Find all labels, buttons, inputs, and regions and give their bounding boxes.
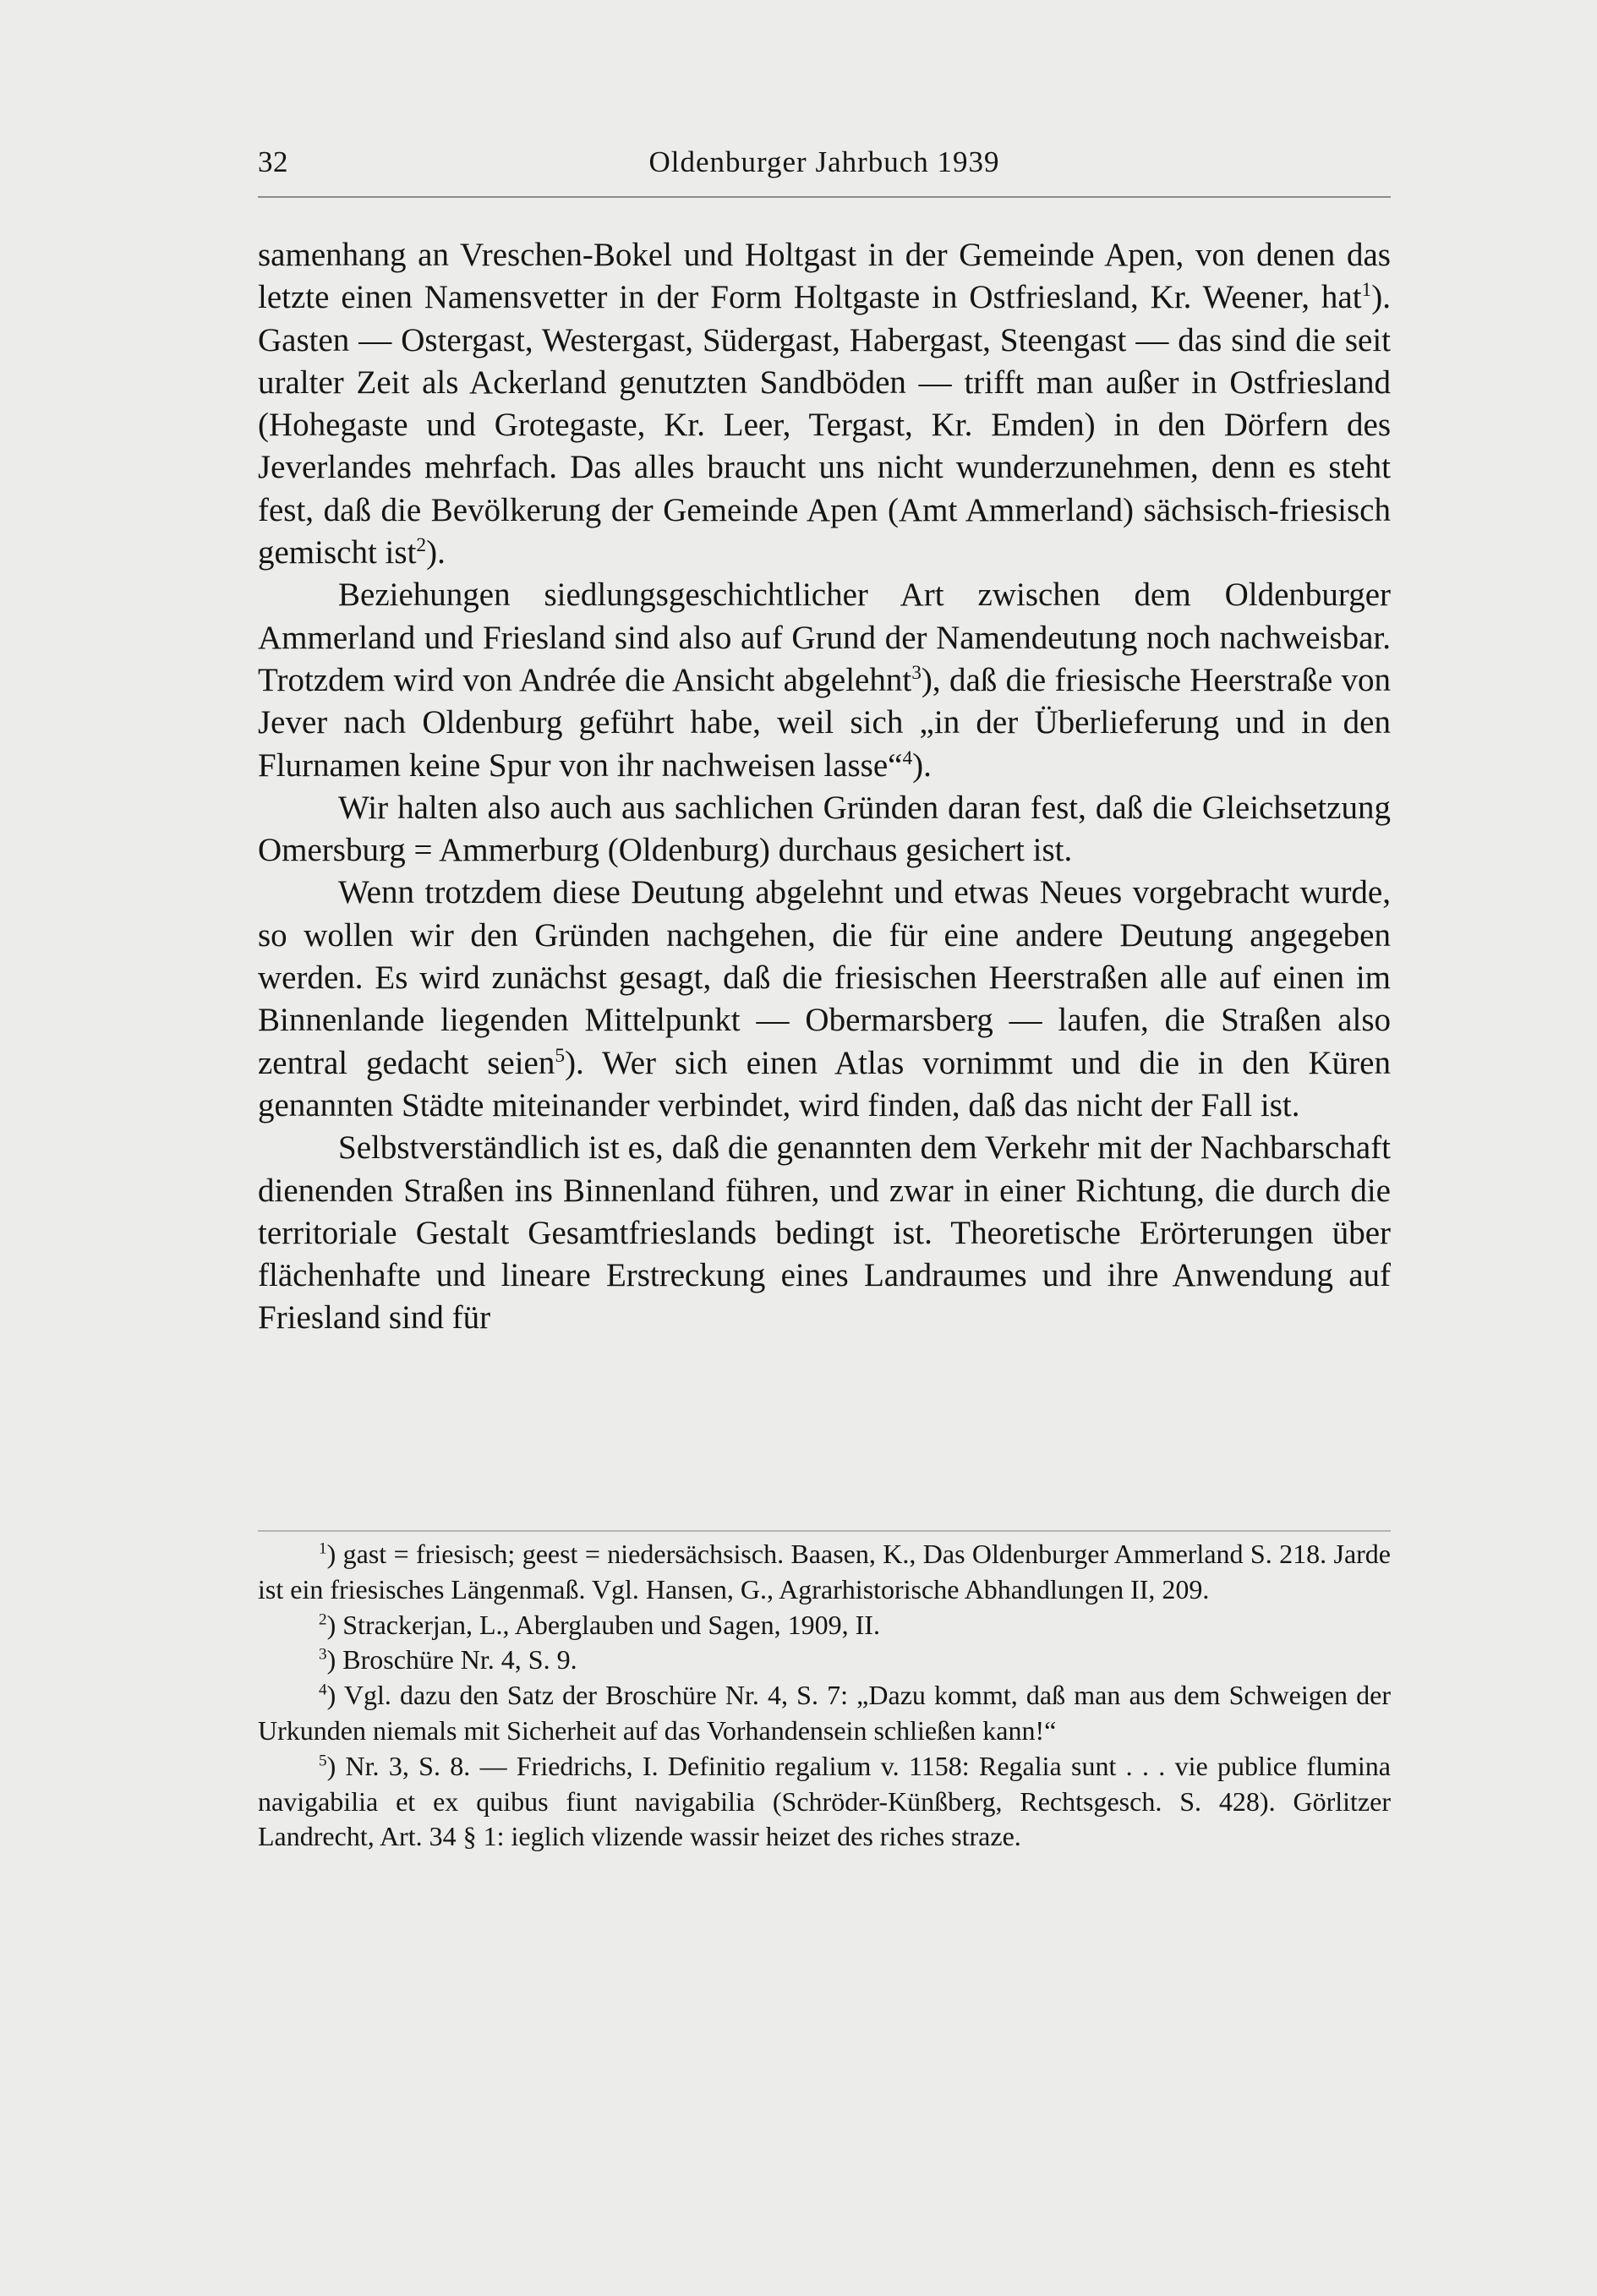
paragraph-1-part-a: samenhang an Vreschen-Bokel und Holtgast in der Gemeinde Apen, von denen das letzte einen Namensvetter in der Form Holtgaste in Ostfriesland, Kr. Weener, hat	[258, 237, 1391, 316]
footnote-1-text: ) gast = friesisch; geest = niedersächsisch. Baasen, K., Das Oldenburger Ammerland S. 218. Jarde ist ein friesisches Längenmaß. Vgl. Hansen, G., Agrarhistorische Abhandlungen II, 209.	[258, 1539, 1391, 1604]
footnote-4-mark: 4	[319, 1681, 327, 1699]
paragraph-4-part-b: ). Wer sich einen Atlas vornimmt und die in den Küren genannten Städte miteinander verbindet, wird finden, daß das nicht der Fall ist.	[258, 1044, 1391, 1123]
footnote-3-text: ) Broschüre Nr. 4, S. 9.	[326, 1644, 577, 1676]
paragraph-2-part-a: Beziehungen siedlungsgeschichtlicher Art zwischen dem Oldenburger Ammerland und Friesland sind also auf Grund der Namendeutung noch nachweisbar. Trotzdem wird von Andrée die Ansicht abgelehnt	[258, 577, 1391, 698]
footnote-rule	[258, 1530, 1391, 1532]
footnote-ref-4: 4	[902, 746, 913, 769]
footnote-4	[258, 1678, 1391, 1749]
footnotes	[258, 1537, 1391, 1855]
footnote-4-text: ) Vgl. dazu den Satz der Broschüre Nr. 4, S. 7: „Dazu kommt, daß man aus dem Schweigen der Urkunden niemals mit Sicherheit auf das Vorhandensein schließen kann!“	[258, 1680, 1391, 1746]
paragraph-3: Wir halten also auch aus sachlichen Gründen daran fest, daß die Gleichsetzung Omersburg = Ammerburg (Oldenburg) durchaus gesichert ist.	[258, 789, 1391, 869]
paragraph-1-part-c: ).	[426, 534, 446, 571]
footnote-ref-1: 1	[1361, 279, 1372, 302]
paragraph-5: Selbstverständlich ist es, daß die genannten dem Verkehr mit der Nachbarschaft dienenden Straßen ins Binnenland führen, und zwar in einer Richtung, die durch die territoriale Gestalt Gesamtfrieslands bedingt ist. Theoretische Erörterungen über flächenhafte und lineare Erstreckung eines Landraumes und ihre Anwendung auf Friesland sind für	[258, 1129, 1391, 1337]
footnote-3	[258, 1643, 1391, 1678]
paragraph-1-part-b: ). Gasten — Ostergast, Westergast, Südergast, Habergast, Steengast — das sind die seit uralter Zeit als Ackerland genutzten Sandböden — trifft man außer in Ostfriesland (Hohegaste und Grotegaste, Kr. Leer, Tergast, Kr. Emden) in den Dörfern des Jeverlandes mehrfach. Das alles braucht uns nicht wunderzunehmen, denn es steht fest, daß die Bevölkerung der Gemeinde Apen (Amt Ammerland) sächsisch-friesisch gemischt ist	[258, 279, 1391, 571]
header-rule	[258, 196, 1391, 198]
footnote-ref-3: 3	[911, 661, 922, 684]
footnote-2-text: ) Strackerjan, L., Aberglauben und Sagen, 1909, II.	[326, 1609, 880, 1640]
page-header	[258, 145, 1391, 189]
paragraph-4	[258, 872, 1391, 1127]
running-title: Oldenburger Jahrbuch 1939	[648, 145, 1000, 178]
footnote-2	[258, 1608, 1391, 1643]
footnote-5-text: ) Nr. 3, S. 8. — Friedrichs, I. Definitio regalium v. 1158: Regalia sunt . . . vie publice flumina navigabilia et ex quibus fiunt navigabilia (Schröder-Künßberg, Rechtsgesch. S. 428). Görlitzer Landrecht, Art. 34 § 1: ieglich vlizende wassir heizet des riches straze.	[258, 1750, 1391, 1852]
footnote-ref-2: 2	[416, 534, 427, 557]
page-number: 32	[258, 145, 288, 178]
footnote-5	[258, 1749, 1391, 1855]
body-text	[258, 234, 1391, 1340]
paragraph-2-part-b: ), daß die friesische Heerstraße von Jever nach Oldenburg geführt habe, weil sich „in der Überlieferung und in den Flurnamen keine Spur von ihr nachweisen lasse“	[258, 661, 1392, 784]
footnote-1	[258, 1537, 1391, 1608]
footnote-1-mark: 1	[319, 1539, 327, 1558]
footnote-ref-5: 5	[555, 1044, 566, 1067]
paragraph-4-part-a: Wenn trotzdem diese Deutung abgelehnt und etwas Neues vorgebracht wurde, so wollen wir den Gründen nachgehen, die für eine andere Deutung angegeben werden. Es wird zunächst gesagt, daß die friesischen Heerstraßen alle auf einen im Binnenlande liegenden Mittelpunkt — Obermarsberg — laufen, die Straßen also zentral gedacht seien	[258, 874, 1391, 1081]
footnote-5-mark: 5	[319, 1752, 327, 1770]
paragraph-2	[258, 574, 1391, 786]
paragraph-1	[258, 234, 1391, 574]
footnote-3-mark: 3	[319, 1645, 327, 1664]
footnote-2-mark: 2	[319, 1610, 327, 1628]
paragraph-2-part-c: ).	[912, 746, 932, 784]
